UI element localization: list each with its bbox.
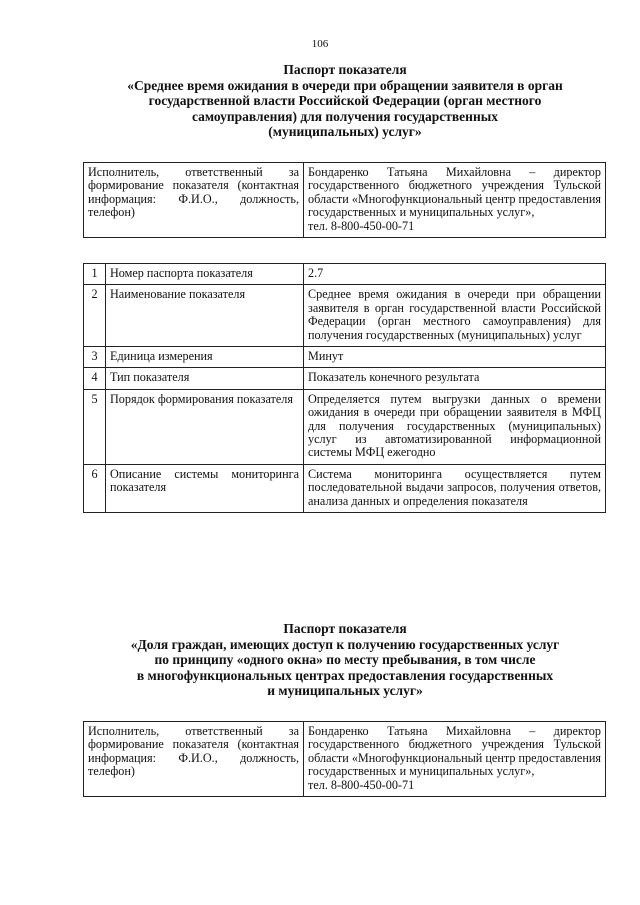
page-number: 106	[311, 38, 329, 50]
table-row	[84, 285, 606, 347]
executor-row	[84, 722, 606, 797]
executor-value: Бондаренко Татьяна Михайловна – директор государственного бюджетного учреждения Тульской области «Многофункциональный центр предоставления государственных и муниципальных услуг», тел. 8-800-450-00-71	[304, 722, 606, 797]
row-value: Минут	[304, 347, 606, 368]
executor-label: Исполнитель, ответственный за формирование показателя (контактная информация: Ф.И.О., должность, телефон)	[84, 722, 304, 797]
row-label: Описание системы мониторинга показателя	[106, 464, 304, 512]
passport-1-rows	[83, 263, 606, 513]
row-number: 6	[84, 464, 106, 512]
title-line: «Среднее время ожидания в очереди при обращении заявителя в орган	[127, 77, 563, 93]
row-value: 2.7	[304, 264, 606, 285]
title-line: (муниципальных) услуг»	[268, 124, 422, 139]
row-value: Показатель конечного результата	[304, 368, 606, 389]
passport-1-table	[83, 162, 606, 238]
title-line: Паспорт показателя	[283, 62, 407, 77]
title-line: «Доля граждан, имеющих доступ к получению государственных услуг	[130, 636, 560, 652]
title-line: государственной власти Российской Федерации (орган местного	[148, 93, 542, 108]
row-value: Определяется путем выгрузки данных о времени ожидания в очереди при обращении заявителя в МФЦ для получения государственных (муниципальных) услуг из автоматизированной информационной системы МФЦ ежегодно	[304, 389, 606, 464]
title-line: Паспорт показателя	[283, 621, 407, 636]
table-row	[84, 264, 606, 285]
table-row	[84, 464, 606, 512]
row-label: Единица измерения	[106, 347, 304, 368]
row-number: 4	[84, 368, 106, 389]
row-label: Порядок формирования показателя	[106, 389, 304, 464]
title-line: в многофункциональных центрах предоставления государственных	[136, 667, 554, 683]
row-number: 2	[84, 285, 106, 347]
table-row	[84, 347, 606, 368]
executor-row	[84, 163, 606, 238]
title-line: и муниципальных услуг»	[267, 683, 423, 698]
passport-1-title	[80, 62, 610, 140]
row-number: 1	[84, 264, 106, 285]
row-number: 3	[84, 347, 106, 368]
passport-2-table	[83, 721, 606, 797]
row-number: 5	[84, 389, 106, 464]
executor-value: Бондаренко Татьяна Михайловна – директор государственного бюджетного учреждения Тульской области «Многофункциональный центр предоставления государственных и муниципальных услуг», тел. 8-800-450-00-71	[304, 163, 606, 238]
title-line: по принципу «одного окна» по месту пребывания, в том числе	[154, 652, 536, 667]
row-value: Система мониторинга осуществляется путем последовательной выдачи запросов, получения ответов, анализа данных и определения показателя	[304, 464, 606, 512]
row-label: Наименование показателя	[106, 285, 304, 347]
table-row	[84, 368, 606, 389]
title-line: самоуправления) для получения государственных	[191, 108, 499, 124]
executor-label: Исполнитель, ответственный за формирование показателя (контактная информация: Ф.И.О., должность, телефон)	[84, 163, 304, 238]
table-row	[84, 389, 606, 464]
row-label: Тип показателя	[106, 368, 304, 389]
passport-2-title	[80, 621, 610, 699]
row-value: Среднее время ожидания в очереди при обращении заявителя в орган государственной власти Российской Федерации (орган местного самоуправления) для получения государственных (муниципальных) услуг	[304, 285, 606, 347]
row-label: Номер паспорта показателя	[106, 264, 304, 285]
